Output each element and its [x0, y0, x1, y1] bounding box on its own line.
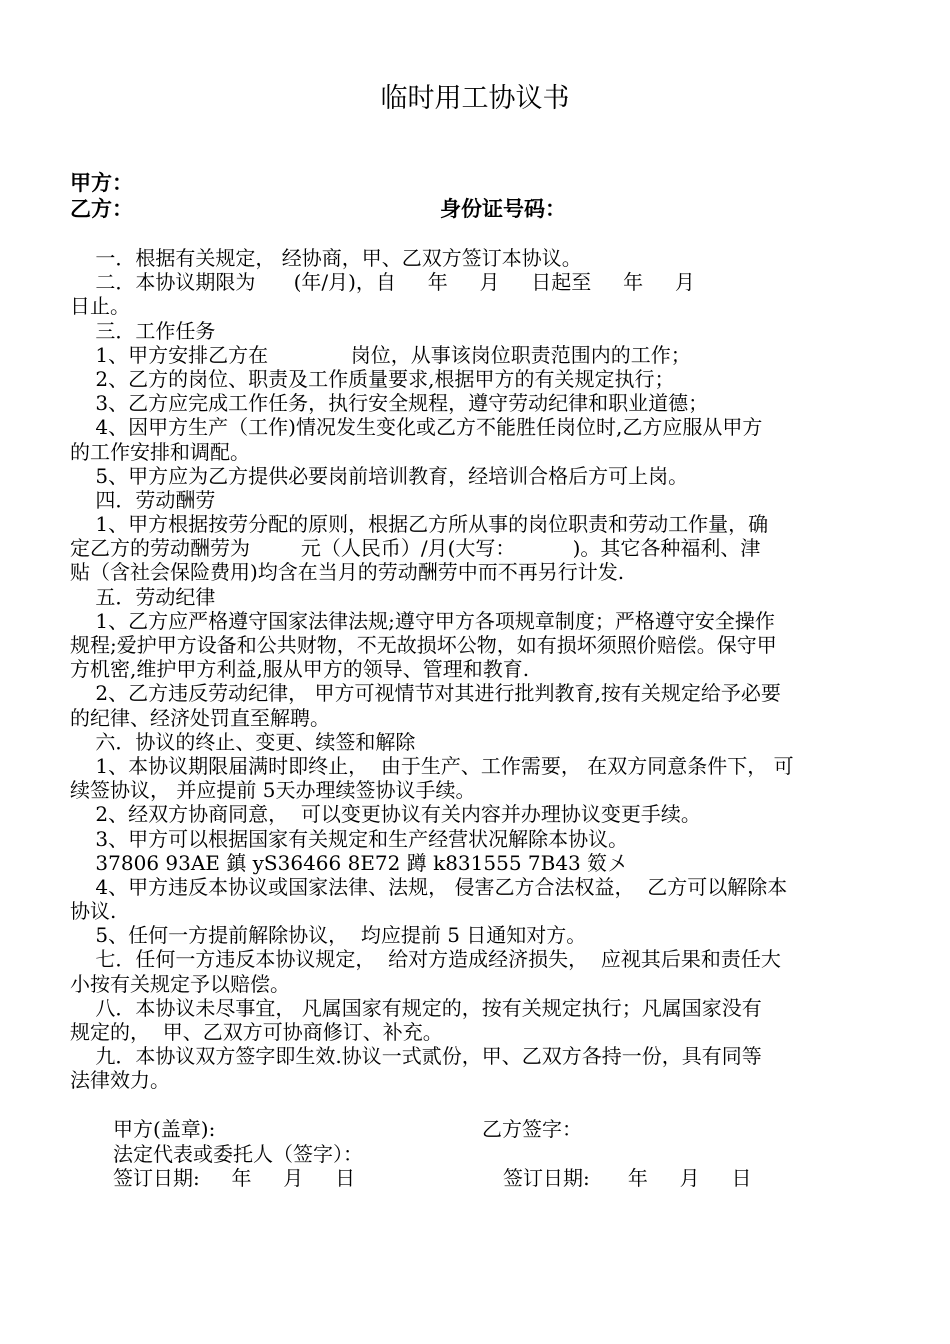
agreement-line: 1、乙方应严格遵守国家法律法规;遵守甲方各项规章制度；严格遵守安全操作 — [70, 608, 775, 633]
agreement-line: 的工作安排和调配。 — [70, 439, 250, 464]
party-b-sign-date: 签订日期: 年 月 日 — [503, 1166, 752, 1190]
agreement-line: 的纪律、经济处罚直至解聘。 — [70, 705, 330, 730]
agreement-line: 1、甲方根据按劳分配的原则，根据乙方所从事的岗位职责和劳动工作量，确 — [70, 512, 769, 537]
party-a-label: 甲方： — [70, 170, 133, 195]
agreement-line: 37806 93AE 鎮 yS36466 8E72 蹲 k831555 7B43 笯〤 — [70, 850, 628, 875]
agreement-line: 3、甲方可以根据国家有关规定和生产经营状况解除本协议。 — [70, 826, 629, 851]
agreement-line: 三．工作任务 — [70, 318, 216, 343]
agreement-line: 5、甲方应为乙方提供必要岗前培训教育，经培训合格后方可上岗。 — [70, 463, 689, 488]
agreement-line: 九．本协议双方签字即生效.协议一式贰份，甲、乙双方各持一份，具有同等 — [70, 1044, 762, 1069]
document-title: 临时用工协议书 — [380, 83, 570, 114]
agreement-line: 一．根据有关规定， 经协商，甲、乙双方签订本协议。 — [70, 246, 582, 270]
agreement-line: 贴（含社会保险费用)均含在当月的劳动酬劳中而不再另行计发. — [70, 560, 625, 585]
agreement-line: 日止。 — [70, 294, 130, 319]
agreement-line: 八．本协议未尽事宜， 凡属国家有规定的，按有关规定执行；凡属国家没有 — [70, 995, 762, 1020]
agreement-body — [70, 246, 882, 1093]
party-a-sign-date: 签订日期: 年 月 日 — [113, 1166, 356, 1190]
agreement-line: 4、因甲方生产（工作)情况发生变化或乙方不能胜任岗位时,乙方应服从甲方 — [70, 415, 763, 440]
agreement-line: 小按有关规定予以赔偿。 — [70, 971, 290, 996]
agreement-line: 2、经双方协商同意， 可以变更协议有关内容并办理协议变更手续。 — [70, 802, 701, 827]
agreement-line: 1、本协议期限届满时即终止， 由于生产、工作需要， 在双方同意条件下， 可 — [70, 753, 794, 778]
id-number-label: 身份证号码： — [440, 196, 566, 221]
agreement-line: 续签协议， 并应提前 5天办理续签协议手续。 — [70, 778, 476, 803]
agreement-line: 七．任何一方违反本协议规定， 给对方造成经济损失， 应视其后果和责任大 — [70, 947, 781, 972]
agreement-line: 四．劳动酬劳 — [70, 487, 216, 512]
agreement-line: 定乙方的劳动酬劳为 元（人民币）/月(大写： )。其它各种福利、津 — [70, 536, 761, 561]
legal-representative-label: 法定代表或委托人（签字）： — [113, 1142, 363, 1166]
agreement-line: 五．劳动纪律 — [70, 584, 216, 609]
agreement-line: 方机密,维护甲方利益,服从甲方的领导、管理和教育. — [70, 657, 530, 682]
agreement-line: 规程;爱护甲方设备和公共财物，不无故损坏公物，如有损坏须照价赔偿。保守甲 — [70, 633, 777, 657]
agreement-line: 规定的， 甲、乙双方可协商修订、补充。 — [70, 1020, 443, 1044]
agreement-line: 二．本协议期限为 (年/月)，自 年 月 日起至 年 月 — [70, 270, 695, 295]
agreement-line: 3、乙方应完成工作任务，执行安全规程，遵守劳动纪律和职业道德； — [70, 391, 709, 416]
party-b-sign-label: 乙方签字： — [482, 1117, 582, 1141]
party-b-label: 乙方： — [70, 196, 133, 221]
agreement-line: 1、甲方安排乙方在 岗位，从事该岗位职责范围内的工作； — [70, 342, 691, 367]
agreement-line: 法律效力。 — [70, 1068, 170, 1093]
agreement-line: 4、甲方违反本协议或国家法律、法规， 侵害乙方合法权益， 乙方可以解除本 — [70, 874, 788, 899]
agreement-line: 2、乙方违反劳动纪律， 甲方可视情节对其进行批判教育,按有关规定给予必要 — [70, 681, 781, 706]
agreement-line: 协议. — [70, 899, 117, 924]
party-a-seal-label: 甲方(盖章): — [113, 1117, 216, 1141]
agreement-line: 5、任何一方提前解除协议， 均应提前 5 日通知对方。 — [70, 923, 587, 948]
agreement-line: 2、乙方的岗位、职责及工作质量要求,根据甲方的有关规定执行； — [70, 366, 675, 391]
agreement-line: 六．协议的终止、变更、续签和解除 — [70, 729, 416, 754]
